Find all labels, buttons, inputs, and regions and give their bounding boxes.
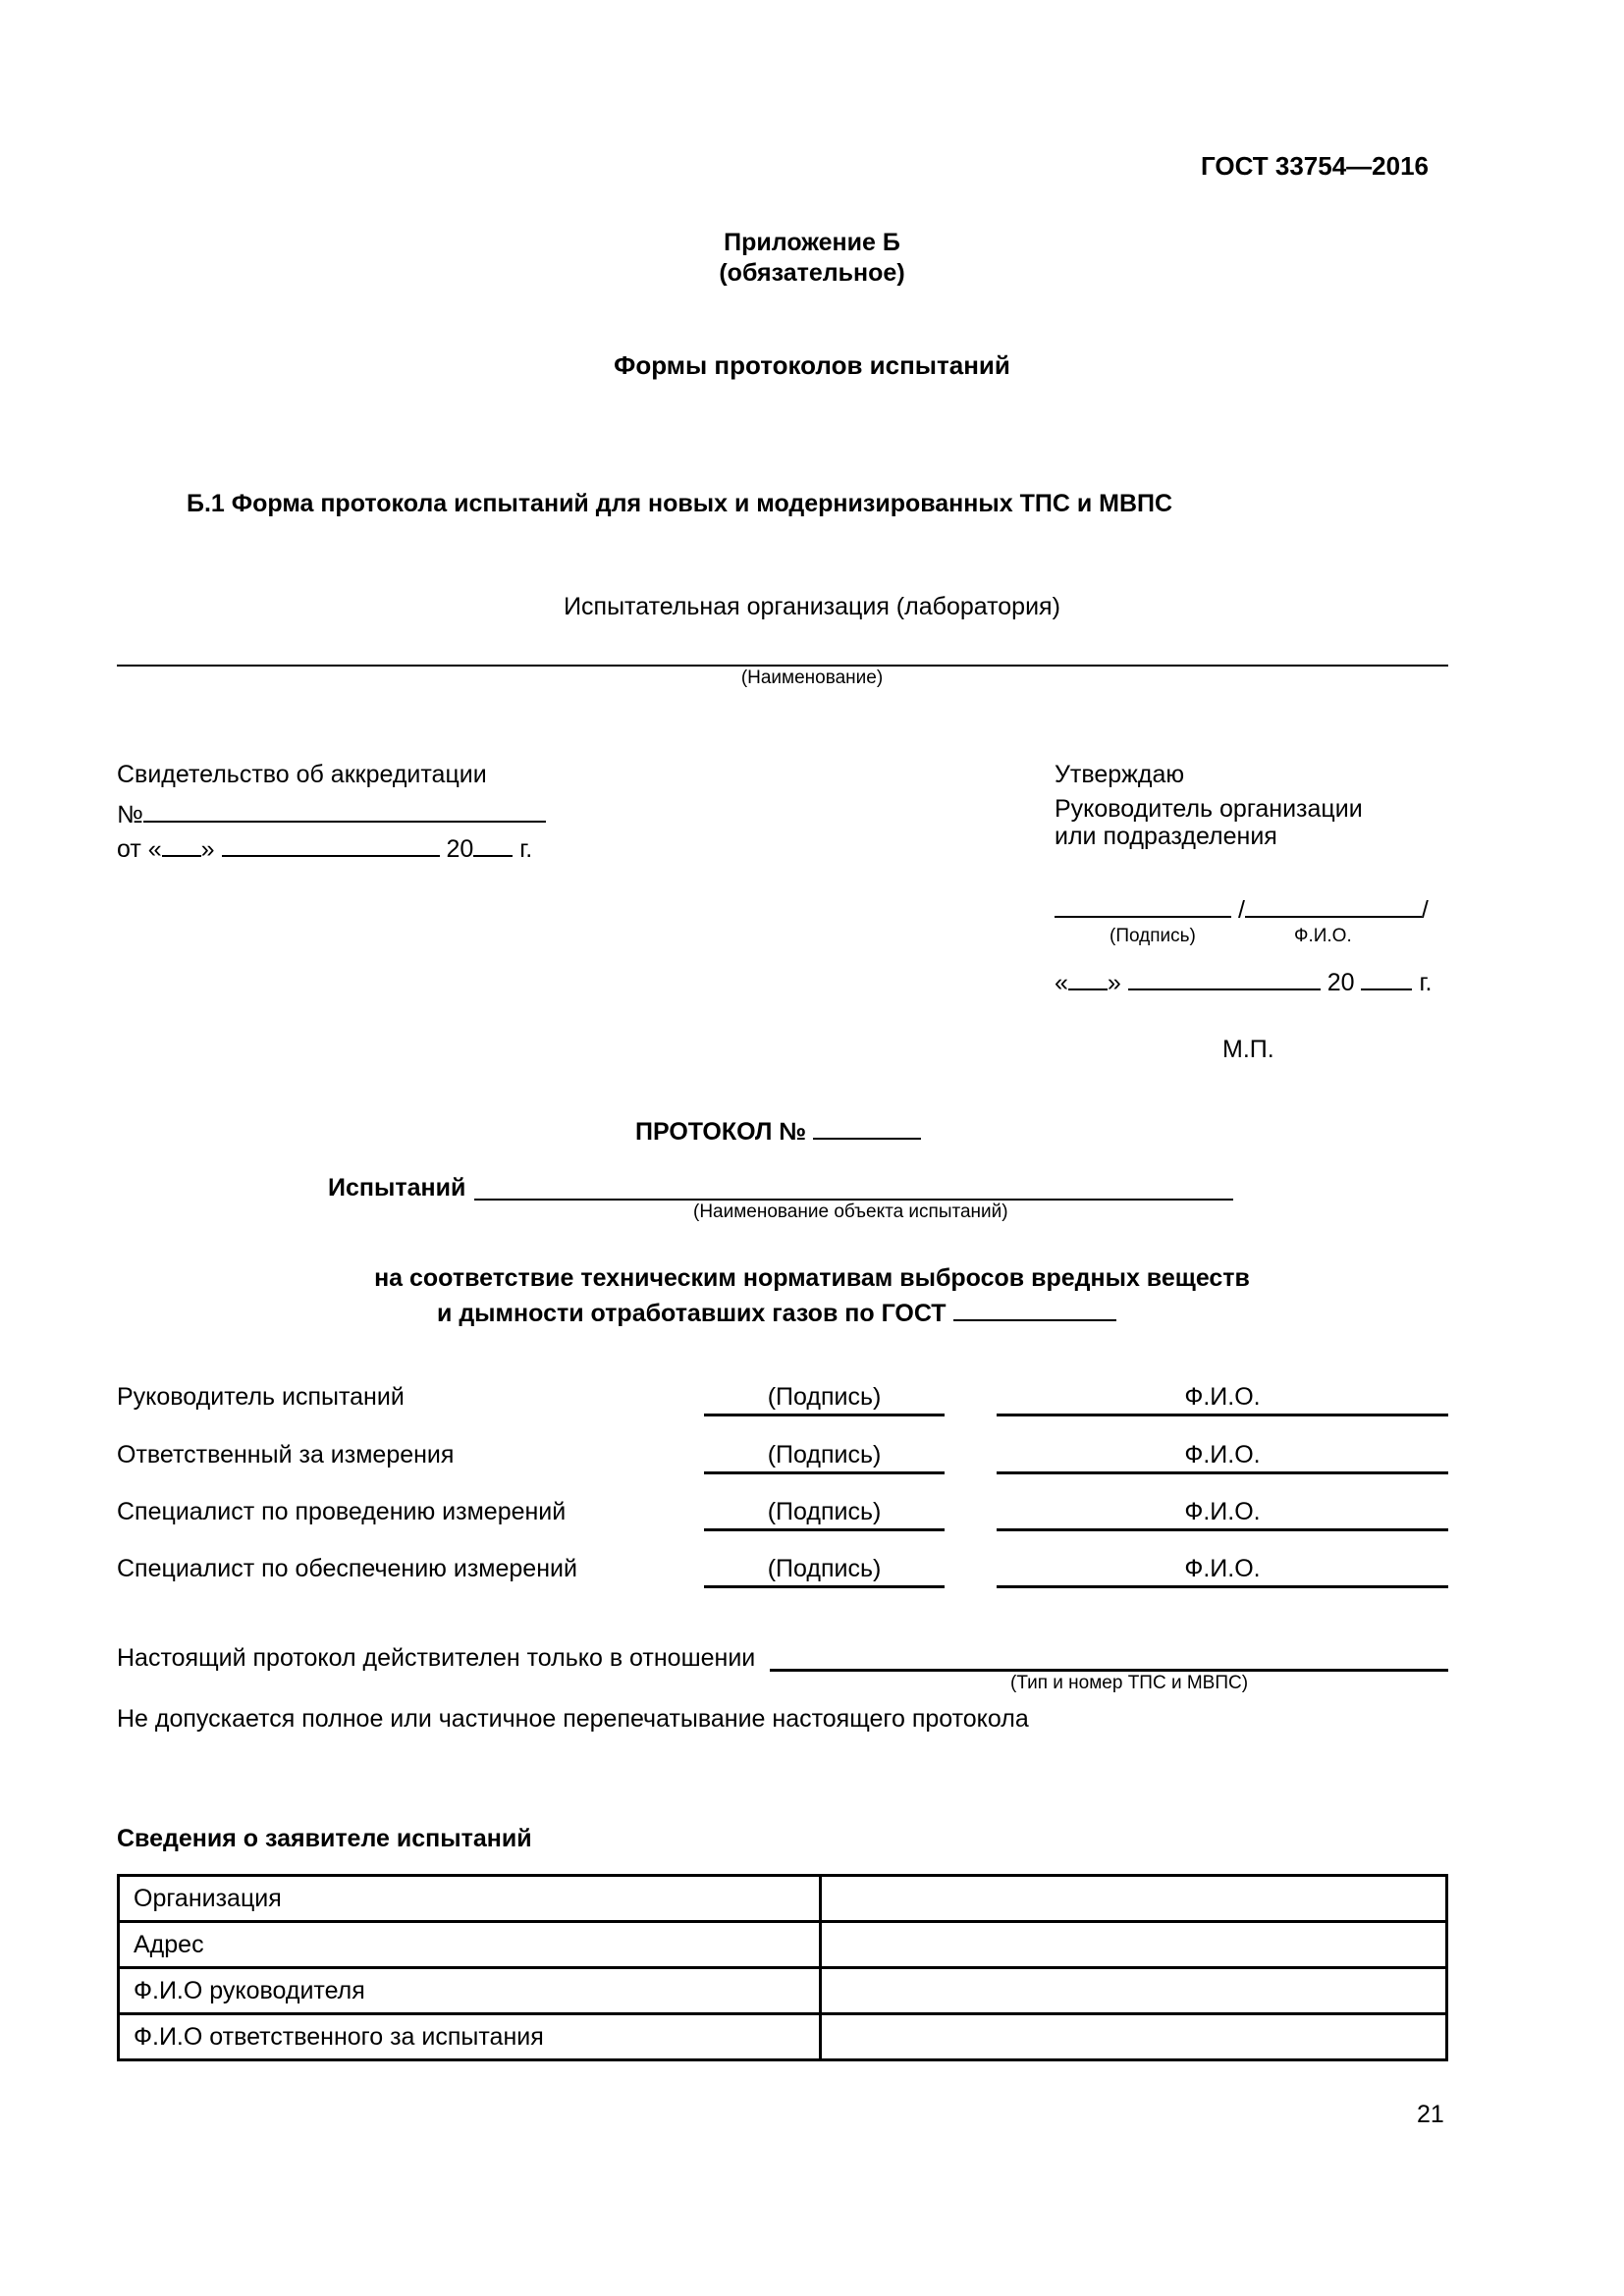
accreditation-day-field[interactable] — [162, 831, 201, 857]
signature-line[interactable] — [704, 1414, 945, 1416]
appendix-type: (обязательное) — [719, 259, 905, 287]
table-row — [119, 1968, 1447, 2014]
accreditation-year-field[interactable] — [473, 831, 513, 857]
name-line[interactable] — [997, 1471, 1448, 1474]
organization-name-hint: (Наименование) — [740, 667, 884, 688]
validity-text: Настоящий протокол действителен только в отношении — [117, 1644, 756, 1672]
signatory-signature: (Подпись) — [767, 1555, 882, 1582]
approval-name-field[interactable] — [1245, 892, 1422, 918]
approval-slash: / — [1237, 896, 1245, 924]
approval-line1: Руководитель организации — [1055, 795, 1363, 823]
row-label: Адрес — [119, 1922, 821, 1968]
approval-month-field[interactable] — [1128, 965, 1321, 990]
approval-year-suffix: г. — [1419, 969, 1433, 996]
standard-number: ГОСТ 33754—2016 — [1201, 151, 1429, 181]
organization-label: Испытательная организация (лаборатория) — [564, 593, 1060, 620]
gost-number-field[interactable] — [953, 1296, 1116, 1321]
compliance-line2-row — [437, 1296, 1116, 1328]
row-label: Организация — [119, 1876, 821, 1922]
applicant-table — [117, 1874, 1448, 2061]
approval-year-prefix: 20 — [1326, 969, 1355, 996]
organization-name-line[interactable] — [117, 665, 1448, 667]
approval-year-field[interactable] — [1361, 965, 1412, 990]
year-suffix: г. — [519, 835, 533, 863]
signatory-name: Ф.И.О. — [1184, 1555, 1261, 1582]
approval-signature-hint: (Подпись) — [1110, 926, 1196, 946]
signatory-role: Руководитель испытаний — [117, 1383, 405, 1411]
name-line[interactable] — [997, 1528, 1448, 1531]
name-line[interactable] — [997, 1585, 1448, 1588]
approval-date-close: » — [1107, 969, 1121, 996]
accreditation-date-row — [117, 831, 532, 864]
approval-signature-field[interactable] — [1055, 892, 1231, 918]
signature-line[interactable] — [704, 1585, 945, 1588]
name-line[interactable] — [997, 1414, 1448, 1416]
protocol-title: ПРОТОКОЛ № — [635, 1118, 807, 1146]
date-quote: » — [200, 835, 215, 863]
protocol-number-field[interactable] — [813, 1114, 921, 1140]
page-number: 21 — [1417, 2101, 1444, 2128]
signature-line[interactable] — [704, 1528, 945, 1531]
row-label: Ф.И.О руководителя — [119, 1968, 821, 2014]
reprint-notice: Не допускается полное или частичное перепечатывание настоящего протокола — [117, 1705, 1029, 1733]
signatory-role: Ответственный за измерения — [117, 1441, 455, 1468]
appendix-title: Приложение Б — [724, 229, 900, 256]
compliance-line1: на соответствие техническим нормативам выбросов вредных веществ — [374, 1264, 1250, 1292]
vehicle-type-line[interactable] — [770, 1669, 1448, 1672]
approval-line2: или подразделения — [1055, 823, 1277, 850]
number-sign: № — [117, 801, 143, 828]
accreditation-month-field[interactable] — [222, 831, 440, 857]
approval-title: Утверждаю — [1055, 761, 1185, 788]
date-prefix: от « — [117, 835, 162, 863]
test-object-line[interactable] — [474, 1199, 1233, 1201]
accreditation-title: Свидетельство об аккредитации — [117, 761, 487, 788]
row-value[interactable] — [821, 1968, 1447, 2014]
approval-signature-row — [1055, 892, 1429, 925]
row-label: Ф.И.О ответственного за испытания — [119, 2014, 821, 2060]
approval-date-row — [1055, 965, 1432, 997]
subsection-title: Б.1 Форма протокола испытаний для новых и модернизированных ТПС и МВПС — [187, 490, 1173, 517]
signature-line[interactable] — [704, 1471, 945, 1474]
signatory-signature: (Подпись) — [767, 1383, 882, 1411]
approval-slash-end: / — [1421, 896, 1429, 924]
row-value[interactable] — [821, 2014, 1447, 2060]
signatory-name: Ф.И.О. — [1184, 1498, 1261, 1525]
signatory-signature: (Подпись) — [767, 1498, 882, 1525]
signatory-name: Ф.И.О. — [1184, 1383, 1261, 1411]
section-title: Формы протоколов испытаний — [614, 350, 1010, 380]
row-value[interactable] — [821, 1876, 1447, 1922]
year-prefix: 20 — [446, 835, 474, 863]
row-value[interactable] — [821, 1922, 1447, 1968]
vehicle-type-hint: (Тип и номер ТПС и МВПС) — [1010, 1673, 1249, 1693]
tests-label: Испытаний — [328, 1174, 466, 1201]
test-object-hint: (Наименование объекта испытаний) — [693, 1201, 1008, 1222]
approval-name-hint: Ф.И.О. — [1294, 926, 1352, 946]
approval-day-field[interactable] — [1068, 965, 1108, 990]
signatory-name: Ф.И.О. — [1184, 1441, 1261, 1468]
stamp-place: М.П. — [1222, 1036, 1274, 1063]
accreditation-number-field[interactable] — [143, 795, 546, 823]
signatory-role: Специалист по проведению измерений — [117, 1498, 567, 1525]
approval-date-open: « — [1055, 969, 1068, 996]
applicant-title: Сведения о заявителе испытаний — [117, 1825, 532, 1852]
accreditation-number-row — [117, 795, 546, 829]
table-row — [119, 2014, 1447, 2060]
signatory-role: Специалист по обеспечению измерений — [117, 1555, 577, 1582]
table-row — [119, 1922, 1447, 1968]
compliance-line2: и дымности отработавших газов по ГОСТ — [437, 1300, 947, 1327]
protocol-title-row — [635, 1114, 921, 1147]
table-row — [119, 1876, 1447, 1922]
signatory-signature: (Подпись) — [767, 1441, 882, 1468]
